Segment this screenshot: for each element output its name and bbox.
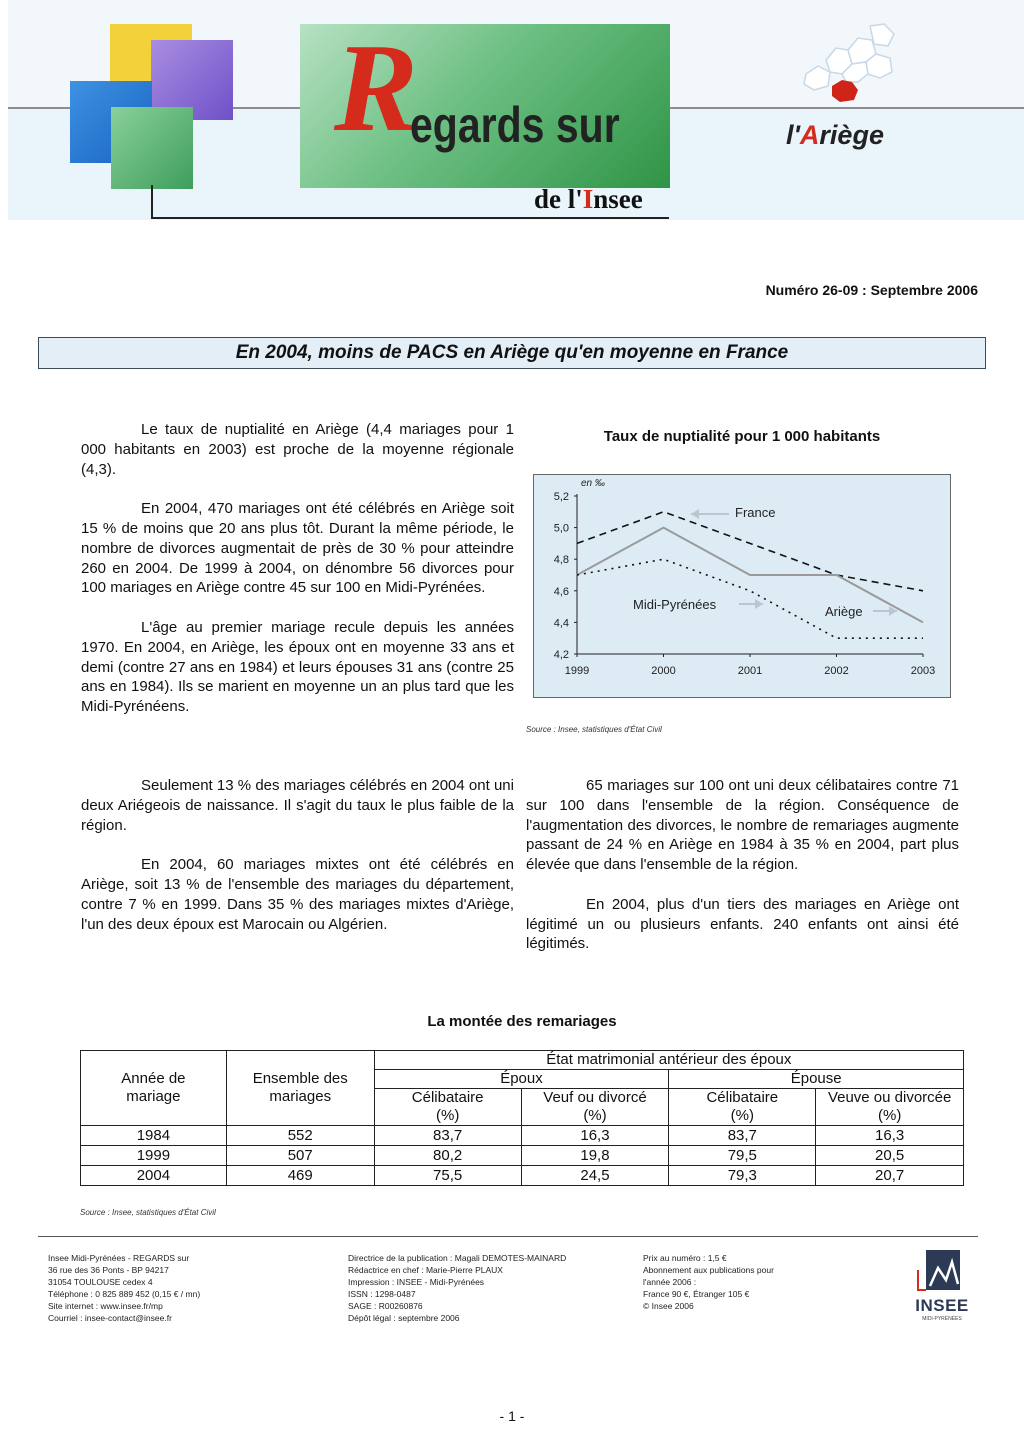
header-husband: Époux xyxy=(374,1070,669,1089)
cell: 24,5 xyxy=(521,1166,669,1186)
issue-number: Numéro 26-09 : Septembre 2006 xyxy=(765,282,978,298)
paragraph: Seulement 13 % des mariages célébrés en 2004 ont uni deux Ariégeois de naissance. Il s'agit du taux le plus faible de la région. xyxy=(81,777,514,834)
series-line-ari-ge xyxy=(577,528,923,623)
header-husband-single: Célibataire (%) xyxy=(374,1089,521,1126)
footer-line: Directrice de la publication : Magali DEMOTES-MAINARD xyxy=(348,1253,567,1263)
x-tick-label: 2003 xyxy=(910,665,936,677)
y-tick-label: 4,6 xyxy=(553,585,569,598)
cell: 79,3 xyxy=(669,1166,816,1186)
region-label xyxy=(786,120,884,151)
legend-label: France xyxy=(735,505,776,520)
footer-address xyxy=(48,1252,200,1324)
header-year: Année de mariage xyxy=(81,1051,227,1126)
line-chart xyxy=(533,474,951,698)
y-tick-label: 4,8 xyxy=(553,554,569,567)
paragraph: En 2004, plus d'un tiers des mariages en Ariège ont légitimé un ou plusieurs enfants. 240 enfants ont ainsi été légitimés. xyxy=(526,895,959,953)
paragraph: Le taux de nuptialité en Ariège (4,4 mariages pour 1 000 habitants en 2003) est proche de la moyenne régionale (4,3). xyxy=(81,421,514,478)
header-wife-single: Célibataire (%) xyxy=(669,1089,816,1126)
x-tick-label: 2000 xyxy=(651,665,676,677)
footer-line: France 90 €, Étranger 105 € xyxy=(643,1289,750,1299)
y-tick-label: 5,2 xyxy=(553,491,569,503)
table-row xyxy=(81,1126,964,1146)
cell: 19,8 xyxy=(521,1146,669,1166)
cell: 16,3 xyxy=(816,1126,964,1146)
header-husband-widowed: Veuf ou divorcé (%) xyxy=(521,1089,669,1126)
footer-credits xyxy=(348,1252,566,1324)
headline: En 2004, moins de PACS en Ariège qu'en moyenne en France xyxy=(38,337,986,369)
footer-line: ISSN : 1298-0487 xyxy=(348,1289,416,1299)
remarriage-table xyxy=(80,1050,964,1186)
paragraph: En 2004, 470 mariages ont été célébrés en Ariège soit 15 % de moins que 20 ans plus tôt. Durant la même période, le nombre de divorces augmentait de près de 30 % pour atteindre 260 en 2004. De 1999 à 2004, on dénombre 56 divorces pour 100 mariages en Ariège contre 45 sur 100 en Midi-Pyrénées. xyxy=(81,500,514,597)
cell: 20,5 xyxy=(816,1146,964,1166)
legend-arrowhead xyxy=(755,599,763,609)
cell: 16,3 xyxy=(521,1126,669,1146)
masthead-insee-i: I xyxy=(582,184,594,214)
legend-label: Midi-Pyrénées xyxy=(633,597,717,612)
footer-line: 36 rue des 36 Ponts - BP 94217 xyxy=(48,1265,169,1275)
table-title: La montée des remariages xyxy=(427,1013,617,1030)
footer-pricing xyxy=(643,1252,774,1312)
x-tick-label: 2002 xyxy=(824,665,849,677)
cell: 469 xyxy=(226,1166,374,1186)
masthead-insee xyxy=(534,186,643,213)
header-wife: Épouse xyxy=(669,1070,964,1089)
footer-line: Impression : INSEE - Midi-Pyrénées xyxy=(348,1277,485,1287)
cell: 1999 xyxy=(81,1146,227,1166)
table-source: Source : Insee, statistiques d'État Civil xyxy=(80,1208,216,1217)
header-group: État matrimonial antérieur des époux xyxy=(374,1051,963,1070)
insee-logo-sub: MIDI-PYRÉNÉES xyxy=(922,1316,962,1322)
footer-line: Insee Midi-Pyrénées - REGARDS sur xyxy=(48,1253,190,1263)
paragraph: 65 mariages sur 100 ont uni deux célibataires contre 71 sur 100 dans l'ensemble de la région. Conséquence de l'augmentation des divorces, le nombre de remariages augmente passant de 24 % en Ariège en 1984 à 35 % en 2004, part plus élevée que dans l'ensemble de la région. xyxy=(526,777,959,874)
article-column-left-bottom xyxy=(81,776,514,954)
series-line-midi-pyr-n-es xyxy=(577,559,923,638)
masthead-letter-r: R xyxy=(334,19,419,158)
page-number: - 1 - xyxy=(499,1408,525,1424)
article-column-left-top xyxy=(81,420,514,737)
chart-title: Taux de nuptialité pour 1 000 habitants xyxy=(603,428,881,445)
footer-line: Courriel : insee-contact@insee.fr xyxy=(48,1313,172,1323)
paragraph: L'âge au premier mariage recule depuis les années 1970. En 2004, en Ariège, les époux ont en moyenne 33 ans et demi (contre 27 ans en 1984) et leurs épouses 31 ans (contre 25 ans en 1984). Ils se marient en moyenne un an plus tard que les Midi-Pyrénéens. xyxy=(81,618,514,716)
footer-line: Prix au numéro : 1,5 € xyxy=(643,1253,727,1263)
decor-square-green xyxy=(111,107,193,189)
x-tick-label: 2001 xyxy=(737,665,763,677)
cell: 79,5 xyxy=(669,1146,816,1166)
legend-label: Ariège xyxy=(825,604,863,619)
cell: 20,7 xyxy=(816,1166,964,1186)
footer-line: l'année 2006 : xyxy=(643,1277,697,1287)
legend-arrowhead xyxy=(691,509,699,519)
cell: 2004 xyxy=(81,1166,227,1186)
footer-line: 31054 TOULOUSE cedex 4 xyxy=(48,1277,153,1287)
table-row xyxy=(81,1146,964,1166)
cell: 552 xyxy=(226,1126,374,1146)
footer-line: © Insee 2006 xyxy=(643,1301,694,1311)
cell: 83,7 xyxy=(374,1126,521,1146)
region-initial: A xyxy=(799,120,820,150)
masthead-title: egards sur xyxy=(410,97,620,153)
header-total: Ensemble des mariages xyxy=(226,1051,374,1126)
cell: 75,5 xyxy=(374,1166,521,1186)
footer-line: Dépôt légal : septembre 2006 xyxy=(348,1313,460,1323)
region-map-icon xyxy=(796,20,906,110)
footer-line: Téléphone : 0 825 889 452 (0,15 € / mn) xyxy=(48,1289,201,1299)
cell: 80,2 xyxy=(374,1146,521,1166)
series-line-france xyxy=(577,512,923,591)
insee-logo-word: INSEE xyxy=(915,1296,969,1315)
region-prefix: l' xyxy=(786,120,800,150)
table-row xyxy=(81,1166,964,1186)
footer-line: Abonnement aux publications pour xyxy=(643,1265,774,1275)
paragraph: En 2004, 60 mariages mixtes ont été célébrés en Ariège, soit 13 % de l'ensemble des mariages du département, contre 7 % en 1999. Dans 35 % des mariages mixtes d'Ariège, l'un des deux époux est Marocain ou Algérien. xyxy=(81,856,514,933)
masthead-insee-rest: nsee xyxy=(593,184,643,214)
cell: 507 xyxy=(226,1146,374,1166)
article-column-right-bottom xyxy=(526,776,959,974)
cell: 1984 xyxy=(81,1126,227,1146)
x-tick-label: 1999 xyxy=(564,665,590,677)
cell: 83,7 xyxy=(669,1126,816,1146)
footer-line: Rédactrice en chef : Marie-Pierre PLAUX xyxy=(348,1265,503,1275)
footer-line: Site internet : www.insee.fr/mp xyxy=(48,1301,163,1311)
y-tick-label: 4,2 xyxy=(553,649,569,661)
footer-rule xyxy=(38,1236,978,1237)
header-wife-widowed: Veuve ou divorcée (%) xyxy=(816,1089,964,1126)
y-tick-label: 4,4 xyxy=(553,617,569,630)
chart-source: Source : Insee, statistiques d'État Civil xyxy=(526,725,662,734)
y-tick-label: 5,0 xyxy=(553,522,569,535)
masthead-insee-prefix: de l' xyxy=(534,184,583,214)
region-rest: riège xyxy=(819,120,884,150)
y-axis-label: en ‰ xyxy=(581,478,605,489)
footer-line: SAGE : R00260876 xyxy=(348,1301,423,1311)
